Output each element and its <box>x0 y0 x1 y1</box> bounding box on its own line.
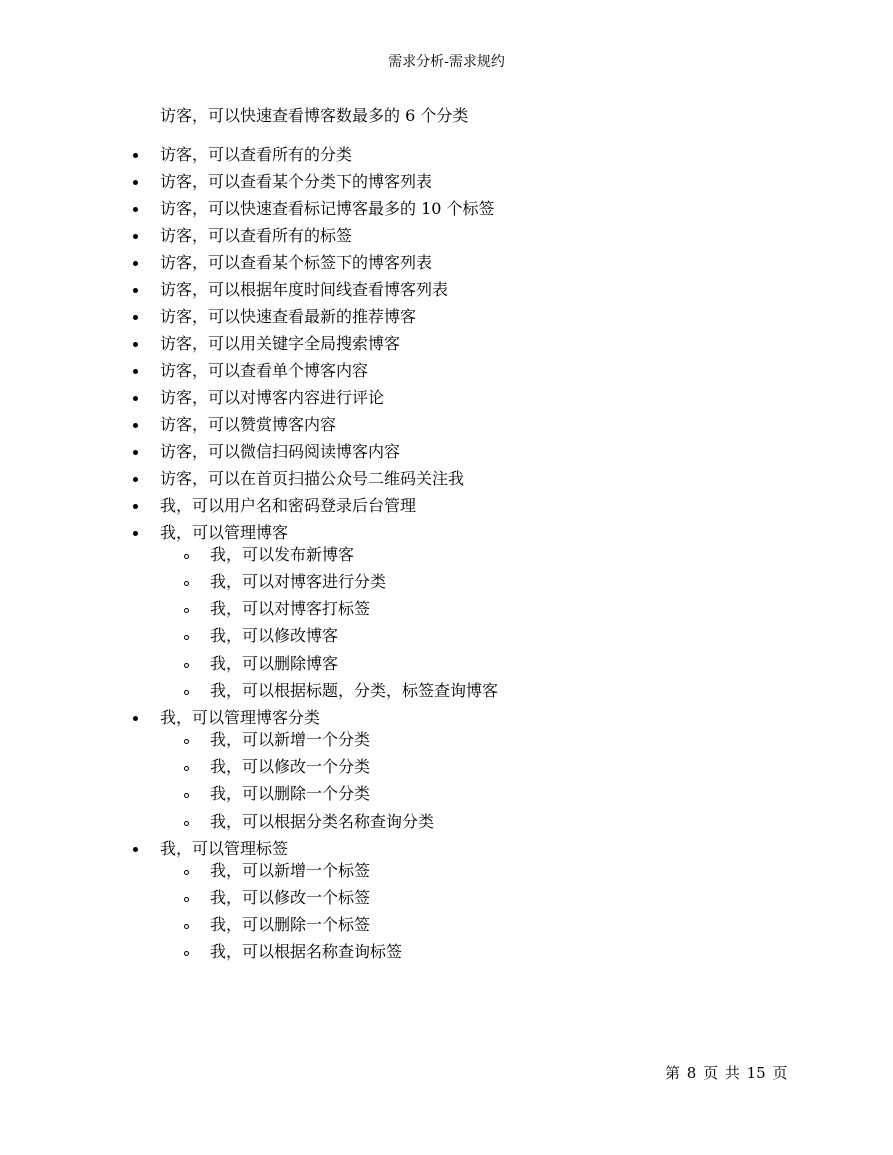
list-item-text: 我，可以管理博客 <box>160 523 289 542</box>
list-item <box>160 387 384 409</box>
list-item-text: 我，可以删除博客 <box>210 654 339 673</box>
sub-list-item <box>210 680 498 702</box>
bullet-icon <box>133 450 138 455</box>
list-item <box>160 707 320 729</box>
list-item <box>160 279 448 301</box>
list-item-text: 访客，可以赞赏博客内容 <box>160 415 337 434</box>
bullet-icon <box>133 477 138 482</box>
sub-list-item <box>210 571 386 593</box>
list-item-text: 访客，可以根据年度时间线查看博客列表 <box>160 280 449 299</box>
page-number: 第 8 页 共 15 页 <box>665 1064 788 1082</box>
hollow-bullet-icon <box>184 951 189 956</box>
sub-list-item <box>210 625 338 647</box>
sub-list-item <box>210 811 434 833</box>
bullet-icon <box>133 504 138 509</box>
bullet-icon <box>133 207 138 212</box>
list-item <box>160 144 352 166</box>
bullet-icon <box>133 847 138 852</box>
list-item-text: 我，可以根据标题，分类，标签查询博客 <box>210 681 499 700</box>
list-item-text: 访客，可以快速查看标记博客最多的 10 个标签 <box>160 199 495 218</box>
list-item <box>160 838 288 860</box>
hollow-bullet-icon <box>184 663 189 668</box>
list-item-text: 我，可以用户名和密码登录后台管理 <box>160 496 417 515</box>
document-title: 需求分析-需求规约 <box>388 54 505 70</box>
bullet-icon <box>133 180 138 185</box>
intro-line: 访客，可以快速查看博客数最多的 6 个分类 <box>160 106 469 125</box>
list-item-text: 我，可以管理博客分类 <box>160 708 321 727</box>
list-item-text: 访客，可以用关键字全局搜索博客 <box>160 334 401 353</box>
sub-list-item <box>210 729 370 751</box>
list-item-text: 我，可以修改一个标签 <box>210 888 371 907</box>
hollow-bullet-icon <box>184 554 189 559</box>
hollow-bullet-icon <box>184 690 189 695</box>
sub-list-item <box>210 914 370 936</box>
sub-list-item <box>210 887 370 909</box>
bullet-icon <box>133 396 138 401</box>
hollow-bullet-icon <box>184 635 189 640</box>
hollow-bullet-icon <box>184 608 189 613</box>
list-item <box>160 522 288 544</box>
list-item-text: 我，可以新增一个标签 <box>210 861 371 880</box>
list-item <box>160 252 432 274</box>
list-item-text: 我，可以根据名称查询标签 <box>210 942 403 961</box>
sub-list-item <box>210 860 370 882</box>
list-item-text: 访客，可以查看所有的标签 <box>160 226 353 245</box>
sub-list-item <box>210 598 370 620</box>
hollow-bullet-icon <box>184 821 189 826</box>
list-item-text: 访客，可以微信扫码阅读博客内容 <box>160 442 401 461</box>
list-item-text: 我，可以修改一个分类 <box>210 757 371 776</box>
list-item <box>160 198 495 220</box>
bullet-icon <box>133 315 138 320</box>
sub-list-item <box>210 941 402 963</box>
list-item-text: 我，可以对博客进行分类 <box>210 572 387 591</box>
bullet-icon <box>133 369 138 374</box>
list-item-text: 访客，可以查看所有的分类 <box>160 145 353 164</box>
hollow-bullet-icon <box>184 739 189 744</box>
hollow-bullet-icon <box>184 870 189 875</box>
bullet-icon <box>133 234 138 239</box>
list-item-text: 我，可以发布新博客 <box>210 545 355 564</box>
hollow-bullet-icon <box>184 581 189 586</box>
list-item <box>160 171 432 193</box>
hollow-bullet-icon <box>184 924 189 929</box>
list-item <box>160 468 464 490</box>
page-header <box>0 52 893 72</box>
list-item <box>160 333 400 355</box>
list-item-text: 访客，可以在首页扫描公众号二维码关注我 <box>160 469 465 488</box>
bullet-icon <box>133 342 138 347</box>
list-item-text: 访客，可以查看某个标签下的博客列表 <box>160 253 433 272</box>
list-item-text: 我，可以根据分类名称查询分类 <box>210 812 435 831</box>
list-item <box>160 225 352 247</box>
bullet-icon <box>133 531 138 536</box>
bullet-icon <box>133 153 138 158</box>
list-item-text: 我，可以删除一个标签 <box>210 915 371 934</box>
sub-list-item <box>210 544 354 566</box>
list-item-text: 我，可以修改博客 <box>210 626 339 645</box>
list-item-text: 访客，可以对博客内容进行评论 <box>160 388 385 407</box>
bullet-icon <box>133 261 138 266</box>
list-item-text: 我，可以删除一个分类 <box>210 784 371 803</box>
list-item-text: 我，可以新增一个分类 <box>210 730 371 749</box>
list-item-text: 访客，可以查看单个博客内容 <box>160 361 369 380</box>
list-item <box>160 306 416 328</box>
list-item <box>160 414 336 436</box>
list-item-text: 访客，可以查看某个分类下的博客列表 <box>160 172 433 191</box>
hollow-bullet-icon <box>184 766 189 771</box>
bullet-icon <box>133 423 138 428</box>
bullet-icon <box>133 716 138 721</box>
sub-list-item <box>210 756 370 778</box>
list-item-text: 访客，可以快速查看最新的推荐博客 <box>160 307 417 326</box>
list-item <box>160 360 368 382</box>
list-item <box>160 441 400 463</box>
sub-list-item <box>210 783 370 805</box>
list-item-text: 我，可以管理标签 <box>160 839 289 858</box>
list-item-text: 我，可以对博客打标签 <box>210 599 371 618</box>
hollow-bullet-icon <box>184 793 189 798</box>
bullet-icon <box>133 288 138 293</box>
hollow-bullet-icon <box>184 897 189 902</box>
sub-list-item <box>210 653 338 675</box>
list-item <box>160 495 416 517</box>
